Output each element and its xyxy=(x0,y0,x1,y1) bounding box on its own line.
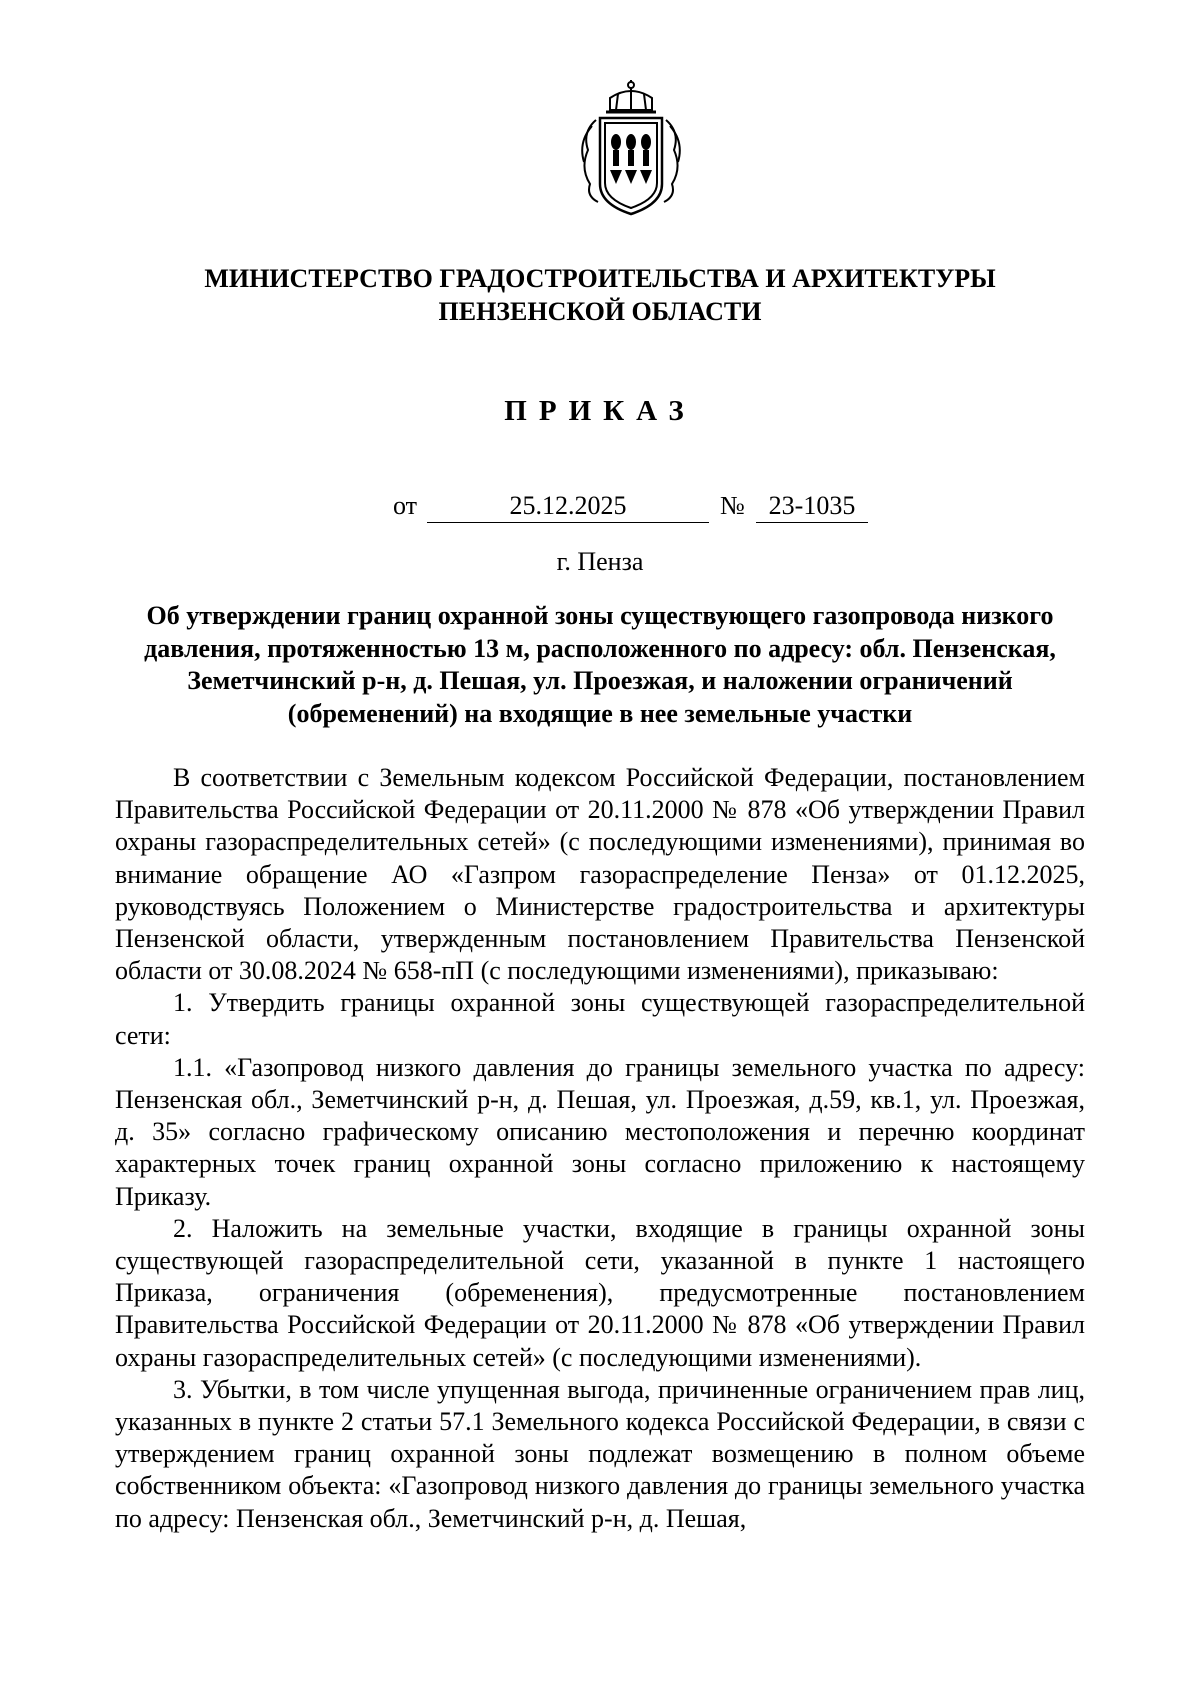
item-2-paragraph: 2. Наложить на земельные участки, входящие в границы охранной зоны существующей газораспределительной сети, указанной в пункте 1 настоящего Приказа, ограничения (обременения), предусмотренные постановлением Правительства Российской Федерации от 20.11.2000 № 878 «Об утверждении Правил охраны газораспределительных сетей» (с последующими изменениями). xyxy=(115,1213,1085,1372)
coat-of-arms-emblem xyxy=(572,80,690,218)
order-body xyxy=(115,762,1085,1535)
document-type-title: ПРИКАЗ xyxy=(504,395,696,427)
number-label: № xyxy=(720,491,745,520)
item-1-paragraph: 1. Утвердить границы охранной зоны существующей газораспределительной сети: xyxy=(115,988,1085,1050)
ministry-line-2: ПЕНЗЕНСКОЙ ОБЛАСТИ xyxy=(438,297,762,326)
ministry-line-1: МИНИСТЕРСТВО ГРАДОСТРОИТЕЛЬСТВА И АРХИТЕКТУРЫ xyxy=(204,264,996,293)
ministry-name xyxy=(0,262,1200,328)
item-3-paragraph: 3. Убытки, в том числе упущенная выгода, причиненные ограничением прав лиц, указанных в пункте 2 статьи 57.1 Земельного кодекса Российской Федерации, в связи с утверждением границ охранной зоны подлежат возмещению в полном объеме собственником объекта: «Газопровод низкого давления до границы земельного участка по адресу: Пензенская обл., Земетчинский р-н, д. Пешая, xyxy=(115,1374,1085,1533)
item-1-1-paragraph: 1.1. «Газопровод низкого давления до границы земельного участка по адресу: Пензенская обл., Земетчинский р-н, д. Пешая, ул. Проезжая, д.59, кв.1, ул. Проезжая, д. 35» согласно графическому описанию местоположения и перечню координат характерных точек границ охранной зоны согласно приложению к настоящему Приказу. xyxy=(115,1052,1085,1211)
preamble-paragraph: В соответствии с Земельным кодексом Российской Федерации, постановлением Правительства Российской Федерации от 20.11.2000 № 878 «Об утверждении Правил охраны газораспределительных сетей» (с последующими изменениями), принимая во внимание обращение АО «Газпром газораспределение Пенза» от 01.12.2025, руководствуясь Положением о Министерстве градостроительства и архитектуры Пензенской области, утвержденным постановлением Правительства Пензенской области от 30.08.2024 № 658-пП (с последующими изменениями), приказываю: xyxy=(115,763,1085,986)
city: г. Пенза xyxy=(556,547,644,576)
order-date: 25.12.2025 xyxy=(427,490,709,523)
from-label: от xyxy=(393,491,418,520)
order-number: 23-1035 xyxy=(756,490,868,523)
order-subject: Об утверждении границ охранной зоны существующего газопровода низкого давления, протяженностью 13 м, расположенного по адресу: обл. Пензенская, Земетчинский р-н, д. Пешая, ул. Проезжая, и наложении ограничений (обременений) на входящие в нее земельные участки xyxy=(144,601,1056,728)
